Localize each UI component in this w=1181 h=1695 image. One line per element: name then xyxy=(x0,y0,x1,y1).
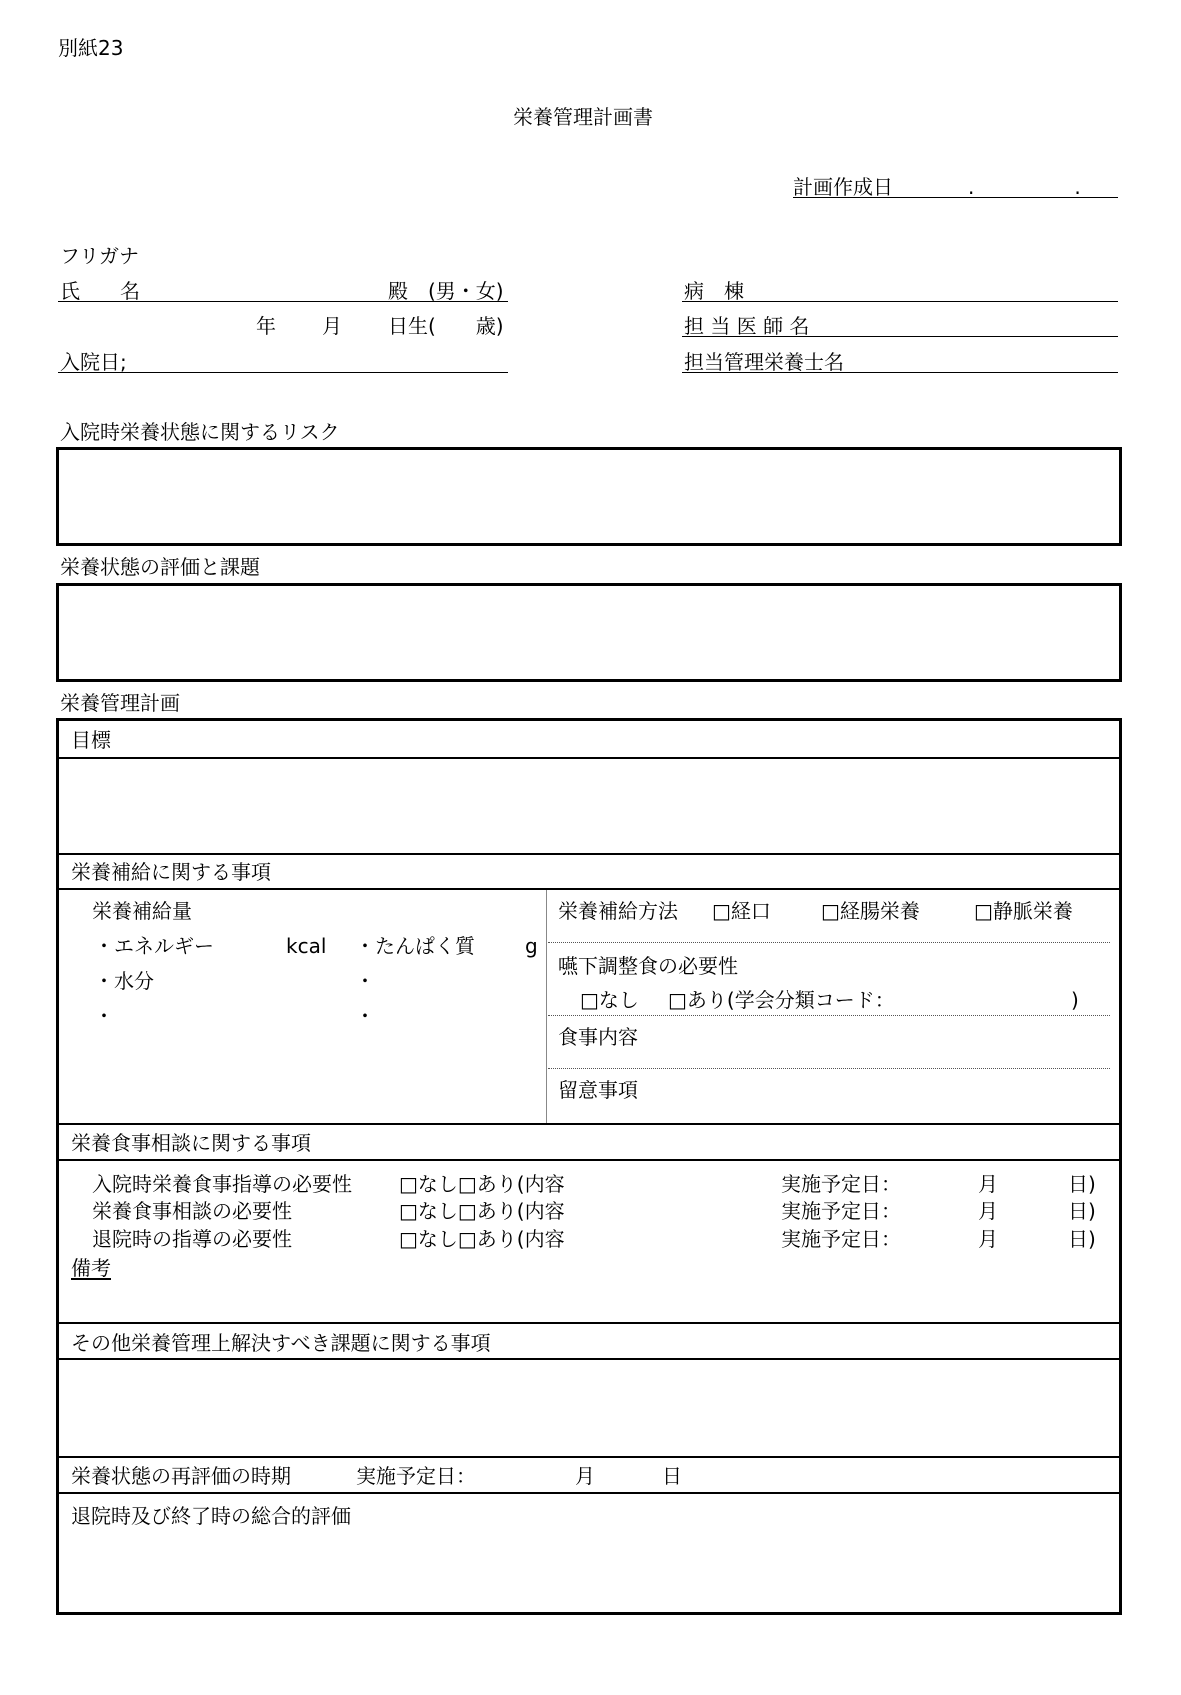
divider xyxy=(58,888,1120,890)
remarks-label: 備考 xyxy=(71,1256,111,1280)
birth-day-age-label: 日生( 歳) xyxy=(388,314,504,338)
consult-row-day: 日) xyxy=(1068,1172,1096,1196)
divider xyxy=(548,1068,1110,1069)
consult-row-day: 日) xyxy=(1068,1227,1096,1251)
consult-row-label: 入院時栄養食事指導の必要性 xyxy=(92,1172,352,1196)
reevaluation-month: 月 xyxy=(575,1464,595,1488)
consult-header: 栄養食事相談に関する事項 xyxy=(71,1131,311,1155)
bullet: ・ xyxy=(355,1004,375,1028)
swallow-yes-checkbox[interactable]: □あり(学会分類コード： xyxy=(668,988,895,1012)
plan-section-label: 栄養管理計画 xyxy=(60,691,180,715)
bullet: ・ xyxy=(355,969,375,993)
ward-field[interactable] xyxy=(682,301,1118,302)
dietitian-field[interactable] xyxy=(682,372,1118,373)
other-issues-field[interactable] xyxy=(58,1361,1120,1455)
consult-row-month: 月 xyxy=(978,1172,998,1196)
consult-row-options[interactable]: □なし□あり(内容 xyxy=(399,1172,565,1196)
divider xyxy=(58,1123,1120,1125)
consult-row-label: 栄養食事相談の必要性 xyxy=(92,1199,292,1223)
evaluation-box[interactable] xyxy=(56,583,1122,682)
consult-row-day: 日) xyxy=(1068,1199,1096,1223)
document-title: 栄養管理計画書 xyxy=(513,105,653,129)
consult-row-month: 月 xyxy=(978,1199,998,1223)
divider xyxy=(58,1322,1120,1324)
bullet: ・ xyxy=(94,1004,114,1028)
method-oral-checkbox[interactable]: □経口 xyxy=(712,899,771,923)
final-evaluation-label: 退院時及び終了時の総合的評価 xyxy=(71,1504,351,1528)
admission-date-field[interactable] xyxy=(58,372,508,373)
attachment-number: 別紙23 xyxy=(58,36,124,60)
divider xyxy=(548,942,1110,943)
supply-header: 栄養補給に関する事項 xyxy=(71,860,271,884)
divider xyxy=(58,1159,1120,1161)
swallow-close-paren: ) xyxy=(1071,988,1079,1012)
ward-label: 病 棟 xyxy=(684,279,744,303)
other-issues-header: その他栄養管理上解決すべき課題に関する事項 xyxy=(71,1331,491,1355)
evaluation-section-label: 栄養状態の評価と課題 xyxy=(60,555,260,579)
divider xyxy=(546,890,547,1124)
consult-row-date-label: 実施予定日： xyxy=(781,1227,901,1251)
divider xyxy=(58,853,1120,855)
divider xyxy=(58,1456,1120,1458)
protein-label: ・たんぱく質 xyxy=(355,934,475,958)
notes-label: 留意事項 xyxy=(558,1078,638,1102)
birth-month-label: 月 xyxy=(322,314,342,338)
swallow-none-checkbox[interactable]: □なし xyxy=(580,988,639,1012)
name-field[interactable] xyxy=(58,301,508,302)
swallow-label: 嚥下調整食の必要性 xyxy=(558,954,738,978)
final-evaluation-field[interactable] xyxy=(58,1534,1120,1612)
plan-date-label: 計画作成日 xyxy=(793,175,893,199)
doctor-field[interactable] xyxy=(682,336,1118,337)
consult-row-month: 月 xyxy=(978,1227,998,1251)
plan-date-field[interactable] xyxy=(793,197,1118,198)
consult-row-date-label: 実施予定日： xyxy=(781,1199,901,1223)
energy-unit: kcal xyxy=(286,934,327,958)
consult-row-label: 退院時の指導の必要性 xyxy=(92,1227,292,1251)
doctor-label: 担 当 医 師 名 xyxy=(684,314,810,338)
plan-date-separators: . . xyxy=(968,175,1081,199)
goal-label: 目標 xyxy=(71,728,111,752)
protein-unit: g xyxy=(525,934,538,958)
dietitian-label: 担当管理栄養士名 xyxy=(684,350,844,374)
risk-box[interactable] xyxy=(56,447,1122,546)
admission-date-label: 入院日; xyxy=(60,350,127,374)
energy-label: ・エネルギー xyxy=(94,934,214,958)
supply-amount-label: 栄養補給量 xyxy=(92,899,192,923)
risk-section-label: 入院時栄養状態に関するリスク xyxy=(60,420,340,444)
furigana-label: フリガナ xyxy=(60,244,139,268)
consult-row-options[interactable]: □なし□あり(内容 xyxy=(399,1227,565,1251)
divider xyxy=(58,1358,1120,1360)
divider xyxy=(548,1015,1110,1016)
water-label: ・水分 xyxy=(94,969,154,993)
goal-field[interactable] xyxy=(58,760,1120,852)
consult-row-options[interactable]: □なし□あり(内容 xyxy=(399,1199,565,1223)
reevaluation-label: 栄養状態の再評価の時期 xyxy=(71,1464,291,1488)
divider xyxy=(58,1492,1120,1494)
meal-content-label: 食事内容 xyxy=(558,1025,638,1049)
method-enteral-checkbox[interactable]: □経腸栄養 xyxy=(821,899,920,923)
name-label: 氏 名 xyxy=(60,279,140,303)
divider xyxy=(58,757,1120,759)
name-suffix: 殿 (男・女) xyxy=(388,279,504,303)
consult-row-date-label: 実施予定日： xyxy=(781,1172,901,1196)
supply-method-label: 栄養補給方法 xyxy=(558,899,678,923)
method-iv-checkbox[interactable]: □静脈栄養 xyxy=(974,899,1073,923)
reevaluation-date-label: 実施予定日： xyxy=(356,1464,476,1488)
reevaluation-day: 日 xyxy=(662,1464,682,1488)
birth-year-label: 年 xyxy=(256,314,276,338)
